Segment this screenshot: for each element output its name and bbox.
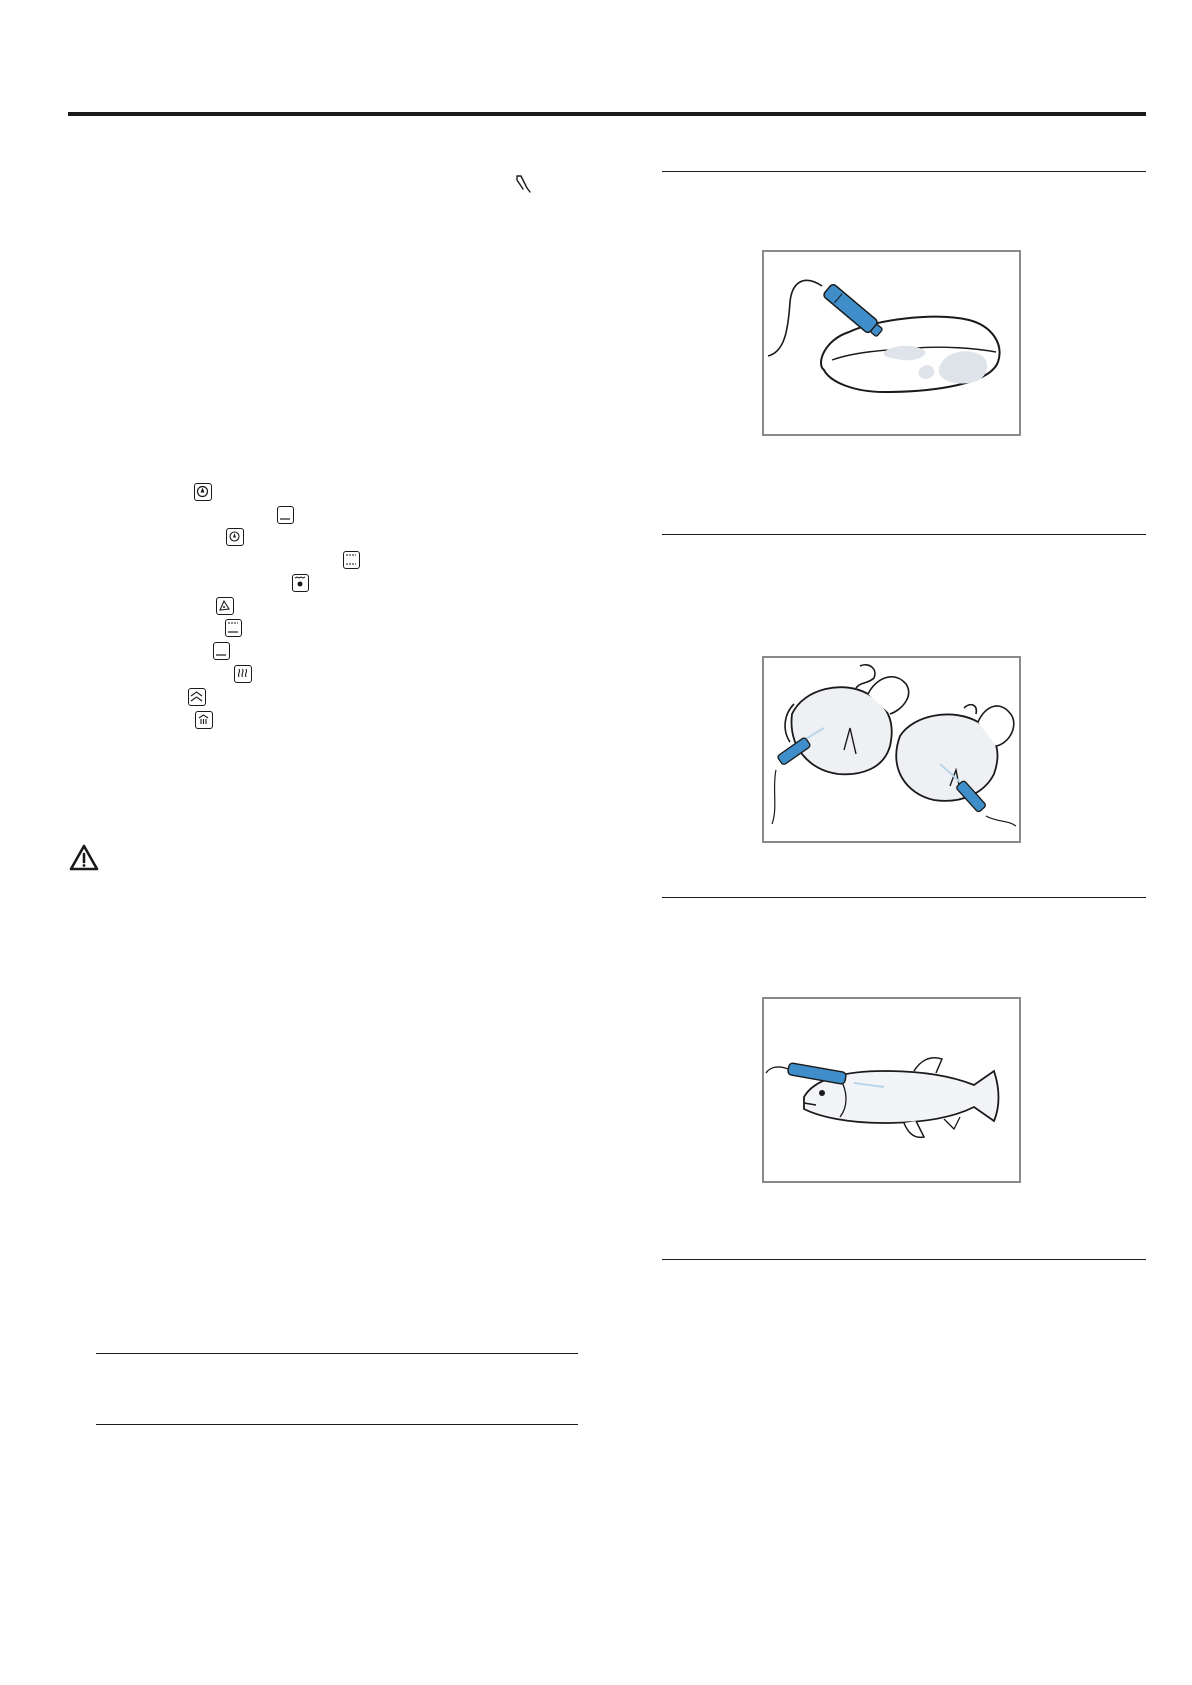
right-table-rule-4 <box>662 1259 1146 1260</box>
bottom-heat-icon <box>225 619 242 637</box>
top-bottom-heat-icon <box>277 506 294 524</box>
right-table-rule-1 <box>662 171 1146 172</box>
probe-in-fish-illustration <box>762 997 1021 1183</box>
probe-in-poultry-illustration <box>762 656 1021 843</box>
header-rule <box>68 112 1146 116</box>
slow-cook-icon <box>213 642 230 660</box>
hot-air-grill-icon <box>292 574 309 592</box>
right-table-rule-2 <box>662 534 1146 535</box>
hot-air-gentle-icon <box>226 528 244 546</box>
intensive-heat-icon <box>234 665 252 683</box>
right-table-rule-3 <box>662 897 1146 898</box>
probe-in-meat-joint-illustration <box>762 250 1021 436</box>
left-table-top-rule <box>96 1353 578 1354</box>
full-surface-grill-icon <box>188 688 206 706</box>
steam-assist-icon <box>195 711 213 729</box>
meat-probe-icon <box>514 174 532 194</box>
hot-air-fan-icon <box>194 483 212 501</box>
left-table-bottom-rule <box>96 1424 578 1425</box>
top-bottom-heat-eco-icon <box>343 551 360 569</box>
pizza-setting-icon <box>216 597 234 615</box>
warning-triangle-icon <box>69 844 99 871</box>
